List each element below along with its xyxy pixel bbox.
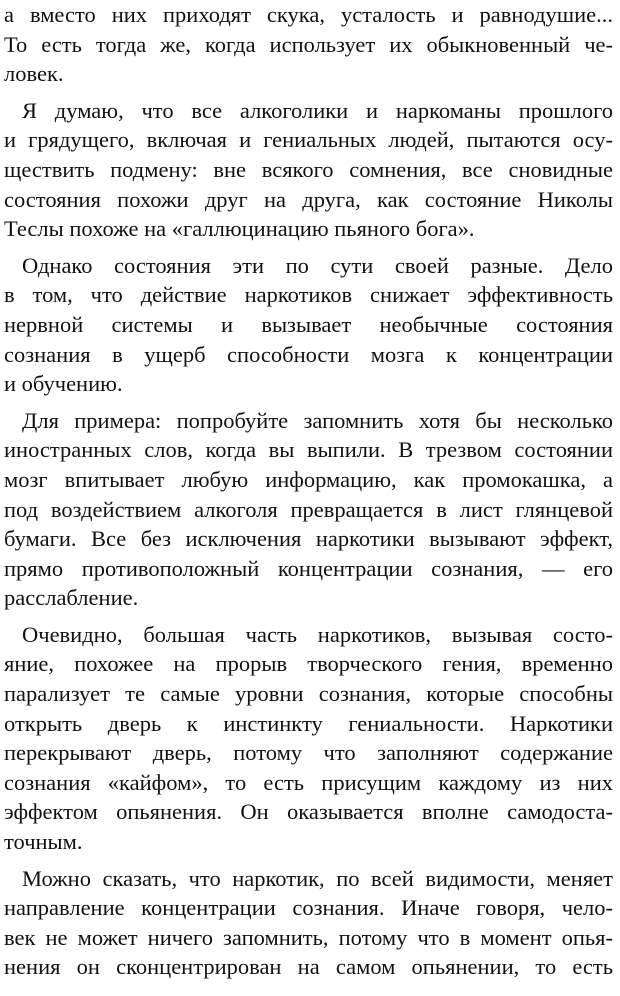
text-line: иностранных слов, когда вы выпили. В трезвом состоянии	[4, 437, 613, 463]
text-line: ловек.	[4, 61, 64, 87]
text-line: Для примера: попробуйте запомнить хотя бы несколько	[22, 407, 613, 433]
text-line: мозг впитывает любую информацию, как промокашка, а	[4, 466, 613, 492]
text-line: а вместо них приходят скука, усталость и равнодушие...	[4, 2, 613, 27]
text-line: нервной системы и вызывает необычные состояния	[4, 311, 613, 337]
text-line: и обучению.	[4, 371, 123, 397]
paragraph-3	[4, 251, 613, 399]
text-line: расслабление.	[4, 585, 139, 611]
text-line: точным.	[4, 829, 83, 855]
text-line: бумаги. Все без исключения наркотики вызывают эффект,	[4, 526, 613, 552]
text-line: эффектом опьянения. Он оказывается вполне самодоста-	[4, 799, 613, 825]
text-line: состояния похожи друг на друга, как состояние Николы	[4, 186, 613, 212]
text-line: Теслы похоже на «галлюцинацию пьяного бога».	[4, 216, 475, 242]
book-page	[4, 0, 613, 982]
text-line: Очевидно, большая часть наркотиков, вызывая состо-	[22, 621, 613, 647]
text-line: под воздействием алкоголя превращается в лист глянцевой	[4, 496, 613, 522]
text-line: То есть тогда же, когда использует их обыкновенный че-	[4, 31, 613, 57]
text-line: парализует те самые уровни сознания, которые способны	[4, 681, 613, 707]
paragraph-1	[4, 0, 613, 89]
text-line: сознания «кайфом», то есть присущим каждому из них	[4, 769, 613, 795]
text-line: век не может ничего запомнить, потому что в момент опья-	[4, 924, 613, 950]
text-line: ществить подмену: вне всякого сомнения, все сновидные	[4, 156, 613, 182]
text-line: в том, что действие наркотиков снижает эффективность	[4, 282, 613, 308]
text-line: открыть дверь к инстинкту гениальности. Наркотики	[4, 710, 613, 736]
text-line: сознания в ущерб способности мозга к концентрации	[4, 341, 613, 367]
text-line: прямо противоположный концентрации сознания, — его	[4, 555, 613, 581]
text-line: яние, похожее на прорыв творческого гения, временно	[4, 651, 613, 677]
text-line: Однако состояния эти по сути своей разные. Дело	[22, 252, 613, 278]
text-line: Я думаю, что все алкоголики и наркоманы прошлого	[22, 97, 613, 123]
text-line: и грядущего, включая и гениальных людей, пытаются осу-	[4, 127, 613, 153]
paragraph-4	[4, 406, 613, 613]
paragraph-2	[4, 96, 613, 244]
paragraph-6	[4, 864, 613, 982]
text-line: нения он сконцентрирован на самом опьянении, то есть	[4, 954, 613, 980]
paragraph-5	[4, 620, 613, 857]
text-line: перекрывают дверь, потому что заполняют содержание	[4, 740, 613, 766]
text-line: Можно сказать, что наркотик, по всей видимости, меняет	[22, 865, 613, 891]
text-line: направление концентрации сознания. Иначе говоря, чело-	[4, 895, 613, 921]
